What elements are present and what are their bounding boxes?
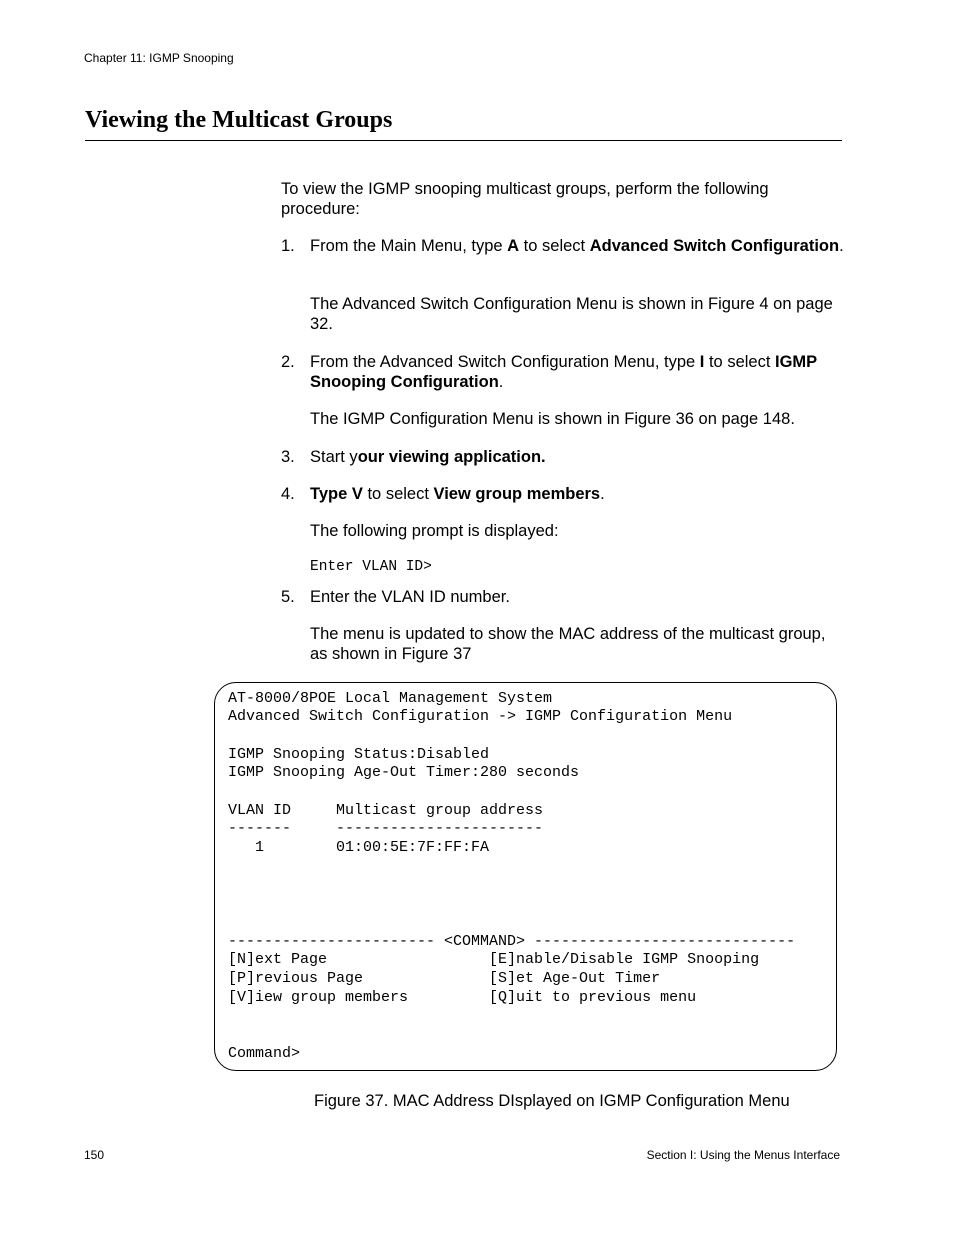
step-2 [310, 352, 845, 392]
terminal-line: VLAN ID Multicast group address [228, 802, 544, 819]
step-target: Advanced Switch Configuration [589, 237, 840, 255]
prompt-code: Enter VLAN ID> [310, 559, 432, 575]
step-text: From the Main Menu, type [310, 237, 508, 255]
page-number: 150 [84, 1148, 105, 1162]
step-number: 5. [281, 588, 295, 606]
step-4 [310, 484, 845, 504]
step-text: . [498, 373, 504, 391]
intro-paragraph: To view the IGMP snooping multicast groups, perform the following procedure: [281, 180, 769, 218]
step-1 [310, 236, 845, 256]
terminal-line: Advanced Switch Configuration -> IGMP Configuration Menu [228, 708, 733, 725]
step-target: IGMP Snooping Configuration [310, 353, 817, 391]
step-text: to select [704, 353, 776, 371]
terminal-line: Command> [228, 1045, 301, 1062]
step-number: 1. [281, 237, 295, 255]
terminal-line: [N]ext Page [E]nable/Disable IGMP Snooping [228, 951, 760, 968]
step-key: I [699, 353, 705, 371]
step-1-note: The Advanced Switch Configuration Menu is shown in Figure 4 on page 32. [310, 295, 833, 333]
page-title: Viewing the Multicast Groups [85, 107, 393, 133]
terminal-line: IGMP Snooping Age-Out Timer:280 seconds [228, 764, 580, 781]
step-bold: View group members [433, 485, 601, 503]
section-footer: Section I: Using the Menus Interface [646, 1148, 840, 1162]
step-number: 2. [281, 353, 295, 371]
step-5: Enter the VLAN ID number. [310, 588, 510, 606]
step-number: 4. [281, 485, 295, 503]
step-bold: our viewing application. [357, 448, 546, 466]
terminal-screen [214, 682, 837, 1071]
step-text: From the Advanced Switch Configuration Menu, type [310, 353, 700, 371]
step-key: A [507, 237, 520, 255]
step-2-note: The IGMP Configuration Menu is shown in Figure 36 on page 148. [310, 410, 795, 428]
running-header: Chapter 11: IGMP Snooping [84, 51, 234, 65]
step-bold: Type V [310, 485, 363, 503]
step-5-note: The menu is updated to show the MAC address of the multicast group, as shown in Figure 37 [310, 625, 826, 663]
step-text: to select [362, 485, 434, 503]
terminal-line: 1 01:00:5E:7F:FF:FA [228, 839, 490, 856]
terminal-line: ----------------------- <COMMAND> ----------------------------- [228, 933, 796, 950]
step-3 [310, 447, 845, 467]
step-text: . [839, 237, 844, 255]
terminal-line: [P]revious Page [S]et Age-Out Timer [228, 970, 661, 987]
terminal-line: IGMP Snooping Status:Disabled [228, 746, 490, 763]
terminal-line: AT-8000/8POE Local Management System [228, 690, 553, 707]
step-text: to select [519, 237, 590, 255]
title-rule [85, 140, 842, 141]
step-4-note: The following prompt is displayed: [310, 522, 559, 540]
step-text: Start y [310, 448, 358, 466]
step-text: . [600, 485, 605, 503]
terminal-line: ------- ----------------------- [228, 820, 544, 837]
terminal-line: [V]iew group members [Q]uit to previous menu [228, 989, 697, 1006]
step-number: 3. [281, 448, 295, 466]
figure-caption: Figure 37. MAC Address DIsplayed on IGMP Configuration Menu [314, 1092, 790, 1110]
